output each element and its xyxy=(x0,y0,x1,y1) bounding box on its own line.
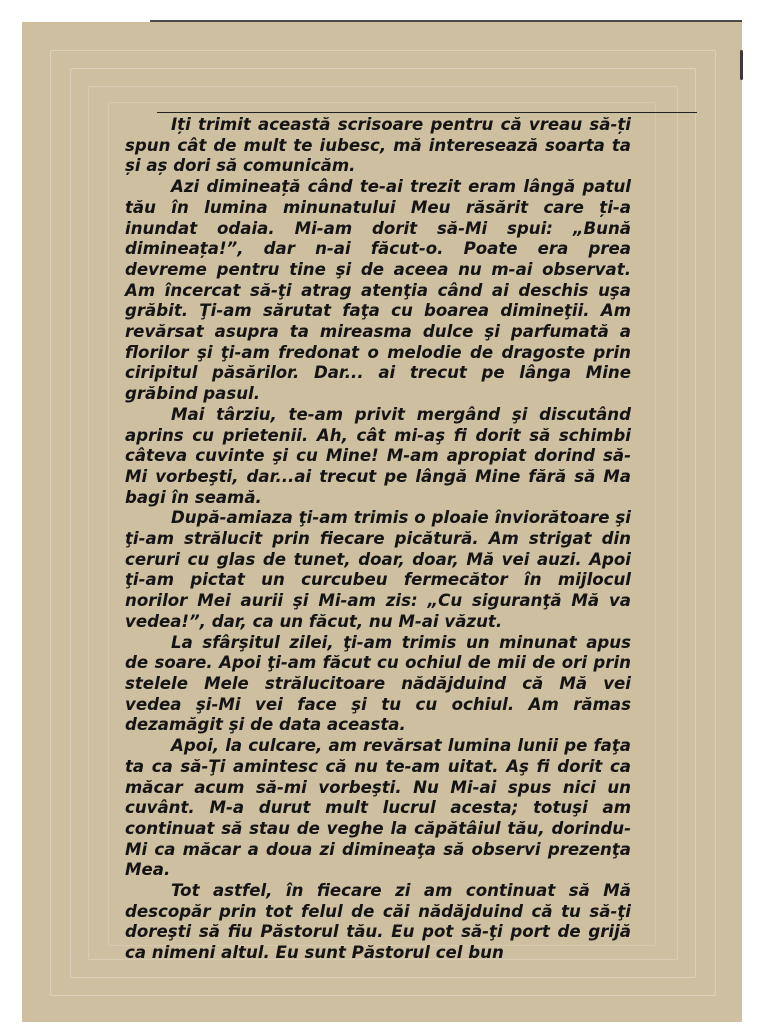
paragraph-5: La sfârşitul zilei, ţi-am trimis un minunat apus de soare. Apoi ţi-am făcut cu ochiul de mii de ori prin stelele Mele strălucitoare nădăjduind că Mă vei vedea şi-Mi vei face şi tu cu ochiul. Am rămas dezamăgit şi de data aceasta. xyxy=(125,632,631,735)
letter-body xyxy=(125,115,631,964)
page-top-edge xyxy=(150,20,742,22)
paragraph-6: Apoi, la culcare, am revărsat lumina lunii pe faţa ta ca să-Ţi amintesc că nu te-am uitat. Aş fi dorit ca măcar acum să-mi vorbeşti. Nu Mi-ai spus nici un cuvânt. M-a durut mult lucrul acesta; totuşi am continuat să stau de veghe la căpătâiul tău, dorindu-Mi ca măcar a doua zi dimineaţa să observi prezenţa Mea. xyxy=(125,736,631,880)
paragraph-2: Azi dimineață când te-ai trezit eram lângă patul tău în lumina minunatului Meu răsărit care ți-a inundat odaia. Mi-am dorit să-Mi spui: „Bună dimineața!”, dar n-ai făcut-o. Poate era prea devreme pentru tine şi de aceea nu m-ai observat. Am încercat să-ţi atrag atenţia când ai deschis uşa grăbit. Ţi-am sărutat faţa cu boarea dimineţii. Am revărsat asupra ta mireasma dulce şi parfumată a florilor şi ţi-am fredonat o melodie de dragoste prin ciripitul păsărilor. Dar... ai trecut pe lânga Mine grăbind pasul. xyxy=(125,177,631,404)
paragraph-7: Tot astfel, în fiecare zi am continuat să Mă descopăr prin tot felul de căi nădăjduind că tu să-ţi doreşti să fiu Păstorul tău. Eu pot să-ţi port de grijă ca nimeni altul. Eu sunt Păstorul cel bun xyxy=(125,881,631,963)
paragraph-1: Iți trimit această scrisoare pentru că vreau să-ți spun cât de mult te iubesc, mă interesează soarta ta și aș dori să comunicăm. xyxy=(125,115,631,176)
paragraph-4: După-amiaza ţi-am trimis o ploaie înviorătoare şi ţi-am strălucit prin fiecare picătură. Am strigat din ceruri cu glas de tunet, doar, doar, Mă vei auzi. Apoi ţi-am pictat un curcubeu fermecător în mijlocul norilor Mei aurii şi Mi-am zis: „Cu siguranţă Mă va vedea!”, dar, ca un făcut, nu M-ai văzut. xyxy=(125,508,631,631)
scanned-page xyxy=(22,22,742,1022)
top-rule xyxy=(157,112,697,113)
paragraph-3: Mai târziu, te-am privit mergând şi discutând aprins cu prietenii. Ah, cât mi-aş fi dorit să schimbi câteva cuvinte şi cu Mine! M-am apropiat dorind să-Mi vorbeşti, dar...ai trecut pe lângă Mine fără să Ma bagi în seamă. xyxy=(125,404,631,507)
page-right-edge xyxy=(740,50,743,80)
